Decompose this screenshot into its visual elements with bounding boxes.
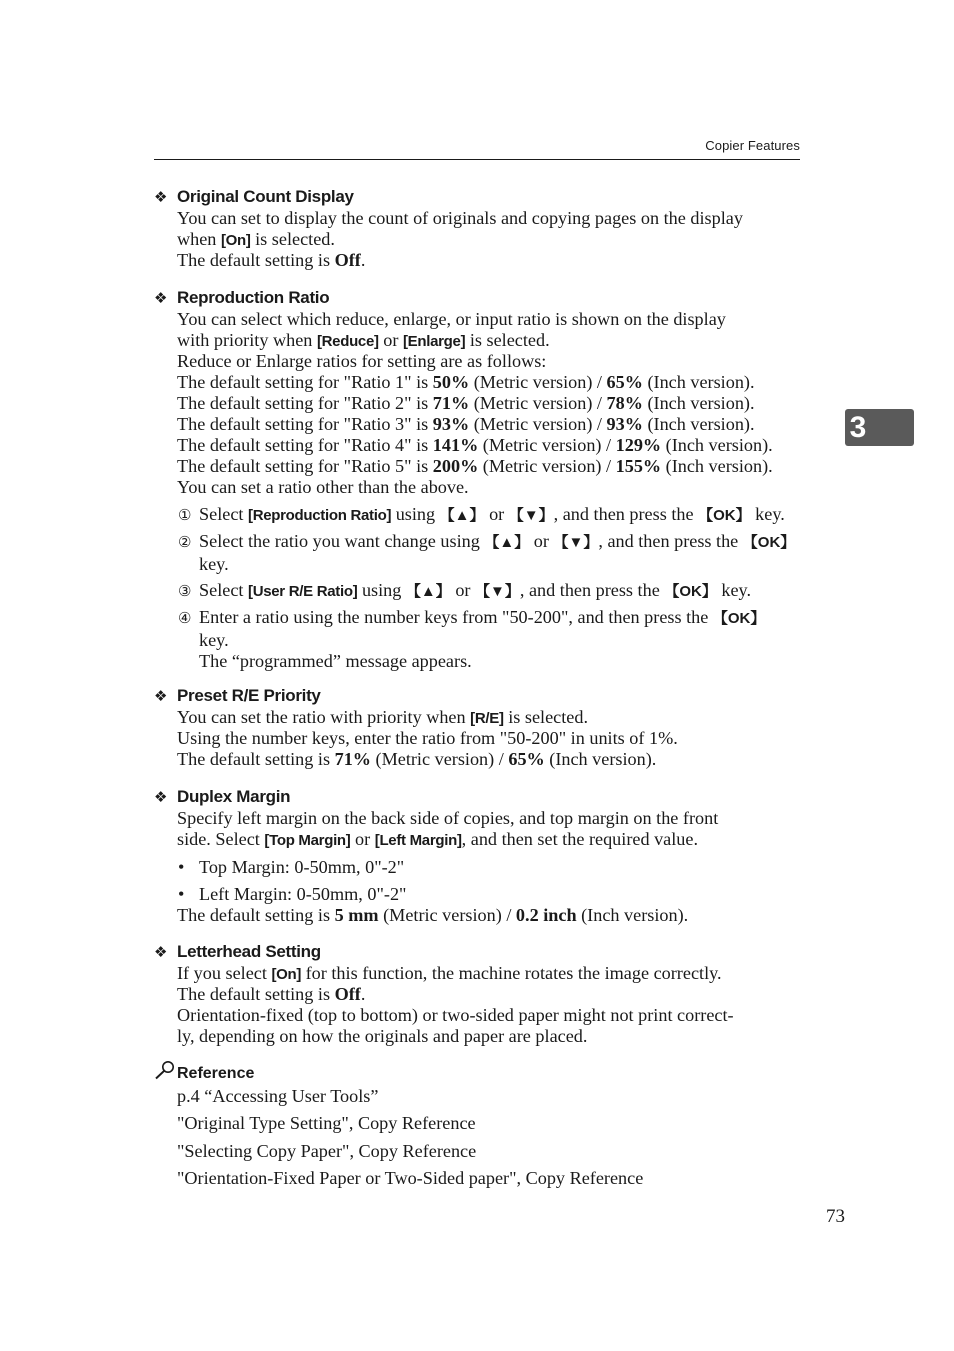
bullet-item: • Top Margin: 0-50mm, 0"-2" [178,857,405,877]
section-title: ❖ Letterhead Setting [154,941,814,963]
default-setting-line: The default setting is Off. [177,984,366,1004]
bullet-dot-icon: • [178,857,185,877]
bullet-item: • Left Margin: 0-50mm, 0"-2" [178,884,407,904]
step-note: The “programmed” message appears. [199,651,472,671]
section-reproduction-ratio [154,287,814,498]
body-line: Using the number keys, enter the ratio from "50-200" in units of 1%. [177,728,678,748]
reference-item[interactable]: "Orientation-Fixed Paper or Two-Sided paper", Copy Reference [177,1168,644,1188]
diamond-bullet-icon: ❖ [154,189,168,206]
body-line: You can set the ratio with priority when [R/E] is selected. [177,707,588,727]
section-title: ❖ Preset R/E Priority [154,685,814,707]
body-line: with priority when [Reduce] or [Enlarge] is selected. [177,330,550,350]
body-line: Reduce or Enlarge ratios for setting are as follows: [177,351,547,371]
ratio-line: The default setting for "Ratio 1" is 50% (Metric version) / 65% (Inch version). [177,372,755,392]
reference-item[interactable]: "Selecting Copy Paper", Copy Reference [177,1141,477,1161]
step-number: ④ [178,611,192,627]
step-3: ③ Select [User R/E Ratio] using 【▲】 or 【▼】, and then press the 【OK】 key. [178,580,808,603]
chapter-tab [845,409,914,446]
body-line: If you select [On] for this function, the machine rotates the image correctly. [177,963,722,983]
ok-key: 【OK】 [664,583,717,600]
section-title: ❖ Original Count Display [154,186,814,208]
reference-heading: Reference [154,1060,254,1082]
section-duplex-margin [154,786,814,850]
up-key: 【▲】 [484,534,530,551]
bullet-dot-icon: • [178,884,185,904]
body-line: You can select which reduce, enlarge, or input ratio is shown on the display [177,309,726,329]
ratio-line: The default setting for "Ratio 3" is 93% (Metric version) / 93% (Inch version). [177,414,755,434]
step-1: ① Select [Reproduction Ratio] using 【▲】 or 【▼】, and then press the 【OK】 key. [178,504,808,527]
section-preset-re-priority [154,685,814,770]
ratio-line: The default setting for "Ratio 2" is 71% (Metric version) / 78% (Inch version). [177,393,755,413]
default-setting-line: The default setting is Off. [177,250,366,270]
page-number: 73 [826,1206,845,1227]
body-line: when [On] is selected. [177,229,335,249]
body-line: You can set to display the count of originals and copying pages on the display [177,208,743,228]
reference-item[interactable]: p.4 “Accessing User Tools” [177,1086,379,1106]
section-title: ❖ Reproduction Ratio [154,287,814,309]
magnifier-icon [154,1060,176,1080]
body-line: side. Select [Top Margin] or [Left Margin], and then set the required value. [177,829,699,849]
step-number: ③ [178,584,192,600]
chapter-number: 3 [849,411,867,444]
ratio-line: The default setting for "Ratio 5" is 200% (Metric version) / 155% (Inch version). [177,456,773,476]
diamond-bullet-icon: ❖ [154,290,168,307]
diamond-bullet-icon: ❖ [154,688,168,705]
section-letterhead-setting [154,941,814,1047]
step-number: ① [178,508,192,524]
body-line: ly, depending on how the originals and paper are placed. [177,1026,588,1046]
section-title: ❖ Duplex Margin [154,786,814,808]
ok-key: 【OK】 [742,534,796,551]
body-line: You can set a ratio other than the above. [177,477,469,497]
header-rule [154,159,800,160]
default-setting-line: The default setting is 5 mm (Metric version) / 0.2 inch (Inch version). [177,905,689,925]
running-head: Copier Features [705,138,800,153]
down-key: 【▼】 [508,507,554,524]
diamond-bullet-icon: ❖ [154,789,168,806]
ok-key: 【OK】 [698,507,751,524]
section-original-count-display [154,186,814,271]
up-key: 【▲】 [439,507,485,524]
step-number: ② [178,535,192,551]
reference-item[interactable]: "Original Type Setting", Copy Reference [177,1113,476,1133]
ratio-line: The default setting for "Ratio 4" is 141% (Metric version) / 129% (Inch version). [177,435,773,455]
ok-key: 【OK】 [712,610,766,627]
down-key: 【▼】 [553,534,599,551]
body-line: Orientation-fixed (top to bottom) or two-sided paper might not print correct- [177,1005,734,1025]
step-2: ② Select the ratio you want change using 【▲】 or 【▼】, and then press the 【OK】 key. [178,531,796,574]
default-setting-line: The default setting is 71% (Metric version) / 65% (Inch version). [177,749,657,769]
up-key: 【▲】 [405,583,451,600]
diamond-bullet-icon: ❖ [154,944,168,961]
step-4: ④ Enter a ratio using the number keys from "50-200", and then press the 【OK】 key. The “programmed” message appears. [178,607,808,672]
body-line: Specify left margin on the back side of copies, and top margin on the front [177,808,719,828]
down-key: 【▼】 [475,583,520,600]
